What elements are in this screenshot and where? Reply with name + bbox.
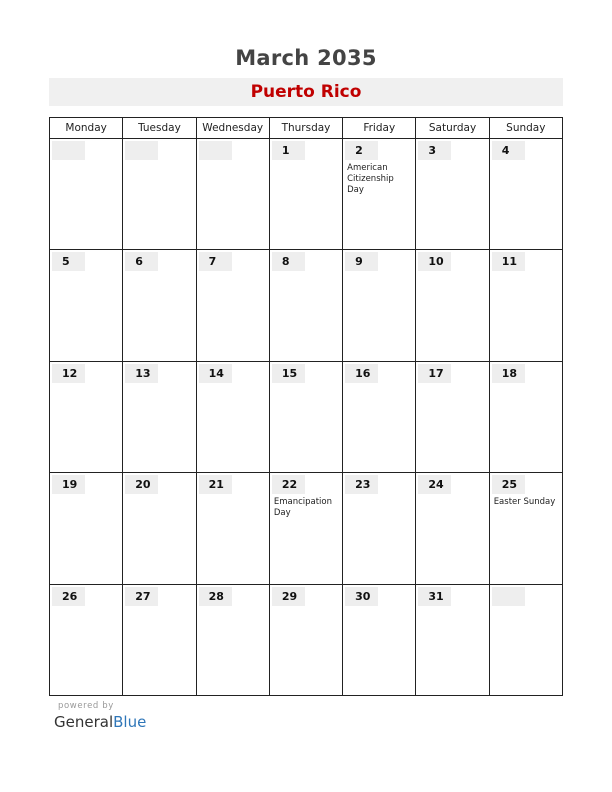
day-number: 7 xyxy=(199,252,232,271)
day-cell xyxy=(50,585,122,695)
day-number: 6 xyxy=(125,252,158,271)
weekday-header: Monday xyxy=(65,122,107,134)
day-number: 23 xyxy=(345,475,378,494)
day-cell xyxy=(50,250,122,360)
weekday-header: Wednesday xyxy=(196,118,269,138)
day-cell xyxy=(342,585,415,695)
day-cell xyxy=(269,139,342,249)
day-number xyxy=(199,141,232,160)
region-banner xyxy=(49,78,563,106)
brand-logo xyxy=(54,713,146,731)
day-cell xyxy=(196,473,269,583)
calendar-grid xyxy=(49,117,563,696)
day-cell xyxy=(489,139,562,249)
day-cell xyxy=(50,362,122,472)
calendar-weeks xyxy=(50,139,562,695)
day-number: 27 xyxy=(125,587,158,606)
day-number: 2 xyxy=(345,141,378,160)
day-cell xyxy=(122,585,195,695)
day-number: 29 xyxy=(272,587,305,606)
day-cell xyxy=(269,362,342,472)
holiday-label: Emancipation Day xyxy=(273,497,333,519)
day-cell xyxy=(415,473,488,583)
day-number: 26 xyxy=(52,587,85,606)
day-number: 9 xyxy=(345,252,378,271)
weekday-header: Sunday xyxy=(489,118,562,138)
day-number: 13 xyxy=(125,364,158,383)
powered-by-label: powered by xyxy=(58,701,114,711)
day-number: 17 xyxy=(418,364,451,383)
day-cell xyxy=(415,250,488,360)
day-cell xyxy=(269,250,342,360)
day-number: 5 xyxy=(52,252,85,271)
day-number: 24 xyxy=(418,475,451,494)
day-cell xyxy=(122,362,195,472)
day-cell xyxy=(196,139,269,249)
week-row xyxy=(50,361,562,472)
day-number: 4 xyxy=(492,141,525,160)
day-number xyxy=(52,141,85,160)
weekday-header: Thursday xyxy=(269,118,342,138)
day-cell xyxy=(342,250,415,360)
week-row xyxy=(50,139,562,249)
day-cell xyxy=(122,139,195,249)
day-number: 31 xyxy=(418,587,451,606)
day-cell xyxy=(415,362,488,472)
day-number: 8 xyxy=(272,252,305,271)
brand-name-part1: General xyxy=(54,713,114,731)
day-cell xyxy=(50,473,122,583)
brand-name-part2: Blue xyxy=(113,713,147,731)
holiday-label: Easter Sunday xyxy=(493,497,556,508)
weekday-header: Tuesday xyxy=(122,118,195,138)
day-cell xyxy=(415,139,488,249)
day-cell xyxy=(415,585,488,695)
day-cell xyxy=(196,362,269,472)
day-number: 16 xyxy=(345,364,378,383)
day-cell xyxy=(489,473,562,583)
day-cell xyxy=(269,473,342,583)
week-row xyxy=(50,472,562,583)
week-row xyxy=(50,584,562,695)
day-number: 20 xyxy=(125,475,158,494)
day-cell xyxy=(122,250,195,360)
weekday-header: Friday xyxy=(342,118,415,138)
day-cell xyxy=(342,473,415,583)
holiday-label: American Citizenship Day xyxy=(347,163,394,195)
day-cell xyxy=(489,585,562,695)
day-cell xyxy=(196,585,269,695)
day-number: 12 xyxy=(52,364,85,383)
day-number: 14 xyxy=(199,364,232,383)
region-name: Puerto Rico xyxy=(250,82,362,102)
day-cell xyxy=(50,139,122,249)
day-cell xyxy=(342,362,415,472)
week-row xyxy=(50,249,562,360)
day-number: 11 xyxy=(492,252,525,271)
day-number: 30 xyxy=(345,587,378,606)
day-number: 25 xyxy=(492,475,525,494)
day-cell xyxy=(122,473,195,583)
day-cell xyxy=(489,250,562,360)
day-cell xyxy=(196,250,269,360)
weekday-header: Saturday xyxy=(415,118,488,138)
day-number xyxy=(125,141,158,160)
day-number: 22 xyxy=(272,475,305,494)
day-number: 28 xyxy=(199,587,232,606)
day-number: 15 xyxy=(272,364,305,383)
page-title: March 2035 xyxy=(235,46,377,70)
day-cell xyxy=(489,362,562,472)
day-cell xyxy=(269,585,342,695)
day-number: 10 xyxy=(418,252,451,271)
day-number: 1 xyxy=(272,141,305,160)
day-number: 3 xyxy=(418,141,451,160)
day-cell xyxy=(342,139,415,249)
day-number xyxy=(492,587,525,606)
weekday-header-row xyxy=(50,118,562,139)
day-number: 18 xyxy=(492,364,525,383)
day-number: 21 xyxy=(199,475,232,494)
day-number: 19 xyxy=(52,475,85,494)
